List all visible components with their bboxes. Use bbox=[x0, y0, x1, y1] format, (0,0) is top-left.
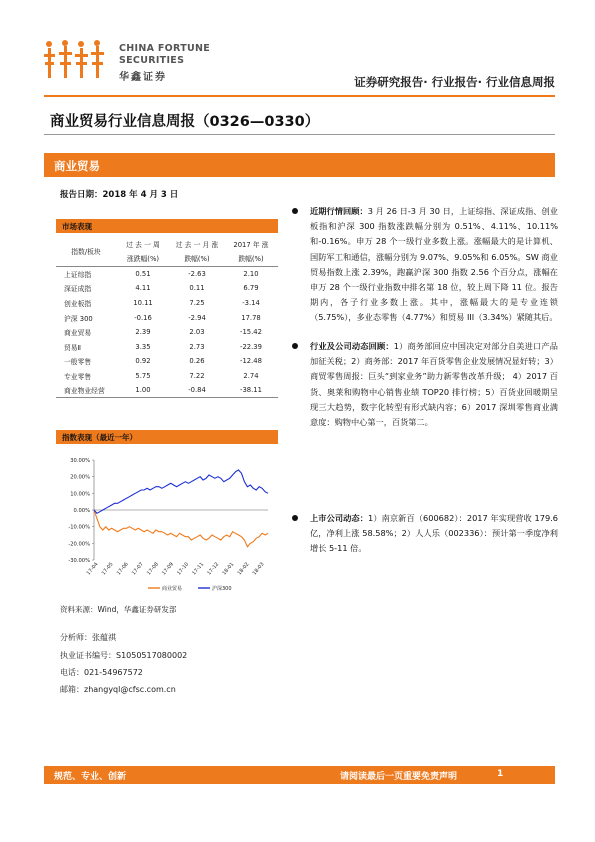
table-header: 跌幅(%) bbox=[224, 252, 278, 267]
analyst-email: 邮箱：zhangyql@cfsc.com.cn bbox=[60, 685, 176, 694]
table-cell-value: -38.11 bbox=[224, 383, 278, 398]
series-line bbox=[94, 470, 268, 513]
table-row bbox=[56, 383, 278, 398]
summary-bullet: 行业及公司动态回顾：1）商务部回应中国决定对部分自美进口产品加征关税；2）商务部：2017 年百货零售企业发展情况显好转；3）商贸零售周报：巨头“到家业务”助力新零售改革升级； 4）2017 百货、奥莱和购物中心销售业绩 TOP20 排行榜；5）百货业回暖期呈现三大趋势，数字化转型有形式缺内容；6）2017 深圳零售商业满意度：购物中心第一，百货第二。 bbox=[290, 339, 558, 430]
table-cell-value: -3.14 bbox=[242, 298, 260, 307]
table-cell-index-name: 一般零售 bbox=[64, 358, 92, 367]
table-cell-index-name: 商业物业经营 bbox=[56, 383, 116, 398]
analyst-phone: 电话：021-54967572 bbox=[60, 668, 143, 677]
table-cell-value: -22.39 bbox=[240, 342, 262, 351]
table-row bbox=[56, 354, 278, 369]
table-cell-value: -0.84 bbox=[170, 383, 224, 398]
table-cell-index-name: 专业零售 bbox=[64, 372, 92, 381]
table-cell-value: 0.26 bbox=[189, 357, 205, 366]
table-header: 指数/板块 bbox=[56, 236, 116, 267]
table-cell-value: 3.35 bbox=[135, 342, 151, 351]
table-cell-value: 2.10 bbox=[243, 270, 259, 279]
title-divider bbox=[44, 134, 555, 135]
index-performance-heading: 指数表现（最近一年） bbox=[56, 430, 278, 444]
y-tick-label: -10.00% bbox=[68, 524, 90, 531]
table-cell-value: 2.73 bbox=[189, 342, 205, 351]
report-type: 证券研究报告· 行业报告· 行业信息周报 bbox=[354, 75, 555, 89]
legend-label: 商业贸易 bbox=[162, 586, 183, 592]
y-tick-label: 20.00% bbox=[70, 474, 90, 481]
china-fortune-logo-icon bbox=[44, 40, 108, 82]
table-row bbox=[56, 296, 278, 311]
page-title: 商业贸易行业信息周报（0326—0330） bbox=[50, 114, 320, 130]
y-tick-label: -20.00% bbox=[68, 541, 90, 548]
y-tick-label: 10.00% bbox=[70, 491, 90, 498]
table-row bbox=[56, 369, 278, 384]
x-tick-label: 17-08 bbox=[145, 561, 160, 577]
table-row bbox=[56, 325, 278, 340]
table-cell-value: 2.03 bbox=[189, 328, 205, 337]
table-cell-value: -2.94 bbox=[188, 313, 206, 322]
header-divider bbox=[44, 95, 555, 97]
table-cell-value: 0.11 bbox=[189, 284, 205, 293]
table-header: 2017 年 涨 bbox=[233, 241, 269, 249]
market-performance-table bbox=[56, 236, 278, 398]
table-cell-value: 0.51 bbox=[135, 270, 151, 279]
table-row bbox=[56, 281, 278, 296]
table-cell-value: 6.79 bbox=[243, 284, 259, 293]
analyst-cert: 执业证书编号：S1050517080002 bbox=[60, 651, 188, 660]
bullet-icon bbox=[292, 208, 298, 214]
x-tick-label: 17-11 bbox=[191, 561, 206, 577]
brand-name-en-1: CHINA FORTUNE bbox=[119, 43, 211, 54]
table-cell-index-name: 商业贸易 bbox=[64, 329, 92, 338]
x-tick-label: 17-04 bbox=[85, 561, 100, 577]
x-tick-label: 17-10 bbox=[176, 561, 191, 577]
table-cell-value: 4.11 bbox=[135, 284, 151, 293]
table-cell-value: 7.22 bbox=[189, 371, 205, 380]
index-performance-chart bbox=[56, 450, 278, 598]
company-logo bbox=[44, 40, 244, 90]
table-row bbox=[56, 310, 278, 325]
x-tick-label: 18-03 bbox=[251, 561, 266, 577]
table-cell-value: 5.75 bbox=[135, 371, 151, 380]
table-cell-index-name: 创业板指 bbox=[64, 299, 92, 308]
table-cell-value: 2.39 bbox=[135, 328, 151, 337]
x-tick-label: 18-02 bbox=[236, 561, 251, 577]
bullet-icon bbox=[292, 343, 298, 349]
y-tick-label: -30.00% bbox=[68, 558, 90, 564]
line-chart bbox=[56, 450, 278, 598]
table-header: 过 去 一 月 涨 bbox=[175, 241, 219, 249]
data-source: 资料来源：Wind，华鑫证券研发部 bbox=[60, 605, 177, 614]
page-footer bbox=[44, 766, 555, 784]
table-cell-value: -0.16 bbox=[134, 313, 152, 322]
series-line bbox=[94, 510, 268, 547]
section-title: 商业贸易 bbox=[54, 159, 100, 173]
bullet-icon bbox=[292, 515, 298, 521]
section-band bbox=[44, 153, 555, 177]
analyst-name: 分析师：张蕴祺 bbox=[60, 633, 116, 642]
brand-name-cn: 华鑫证券 bbox=[119, 72, 167, 83]
x-tick-label: 18-01 bbox=[221, 561, 236, 577]
x-tick-label: 17-07 bbox=[130, 561, 145, 577]
summary-bullet: 近期行情回顾：3 月 26 日-3 月 30 日，上证综指、深证成指、创业板指和沪深 300 指数涨跌幅分别为 0.51%、4.11%、10.11%和-0.16%。申万 28 个一级行业多数上涨。涨幅最大的是计算机、国防军工和通信，涨幅分别为 9.07%、9.05%和 6.05%。SW 商业贸易指数上涨 2.39%，跑赢沪深 300 指数 2.56 个百分点，涨幅在申万 28 个一级行业指数中排名第 18 位，较上周下降 11 位。报告期内，各子行业多数上涨。其中，涨幅最大的是专业连锁（5.75%），多业态零售（4.77%）和贸易 III（3.34%）紧随其后。 bbox=[290, 204, 558, 326]
table-cell-index-name: 沪深 300 bbox=[64, 314, 93, 323]
y-tick-label: 30.00% bbox=[70, 458, 90, 464]
footer-slogan: 规范、专业、创新 bbox=[54, 772, 127, 782]
table-cell-value: 0.92 bbox=[135, 357, 151, 366]
table-header: 跌幅(%) bbox=[170, 252, 224, 267]
brand-name-en-2: SECURITIES bbox=[119, 55, 185, 66]
table-cell-value: 2.74 bbox=[243, 371, 259, 380]
market-performance-heading: 市场表现 bbox=[56, 219, 278, 233]
summary-bullet: 上市公司动态：1）南京新百（600682）：2017 年实现营收 179.6 亿，净利上涨 58.58%；2）人人乐（002336）：预计第一季度净利增长 5-11 倍。 bbox=[290, 511, 558, 557]
table-header: 涨跌幅(%) bbox=[116, 252, 170, 267]
table-cell-value: 17.78 bbox=[241, 313, 261, 322]
x-tick-label: 17-06 bbox=[115, 561, 130, 577]
y-tick-label: 0.00% bbox=[73, 508, 90, 514]
report-date: 报告日期：2018 年 4 月 3 日 bbox=[60, 190, 179, 200]
x-tick-label: 17-05 bbox=[100, 561, 115, 577]
table-row bbox=[56, 267, 278, 282]
legend-label: 沪深300 bbox=[212, 586, 232, 592]
table-cell-value: -12.48 bbox=[240, 357, 262, 366]
table-cell-index-name: 贸易Ⅱ bbox=[64, 343, 81, 352]
table-cell-index-name: 深证成指 bbox=[64, 285, 92, 294]
table-cell-value: 7.25 bbox=[189, 298, 205, 307]
x-tick-label: 17-09 bbox=[161, 561, 175, 577]
footer-disclaimer-link[interactable]: 请阅读最后一页重要免责声明 bbox=[340, 772, 458, 782]
table-header: 过 去 一 周 bbox=[126, 241, 160, 249]
x-tick-label: 17-12 bbox=[206, 561, 221, 577]
table-cell-value: -2.63 bbox=[188, 270, 206, 279]
table-cell-value: 10.11 bbox=[133, 298, 153, 307]
table-cell-value: -15.42 bbox=[240, 328, 262, 337]
page-number: 1 bbox=[497, 769, 504, 779]
table-cell-index-name: 上证综指 bbox=[64, 271, 92, 280]
table-row bbox=[56, 339, 278, 354]
table-cell-value: 1.00 bbox=[116, 383, 170, 398]
